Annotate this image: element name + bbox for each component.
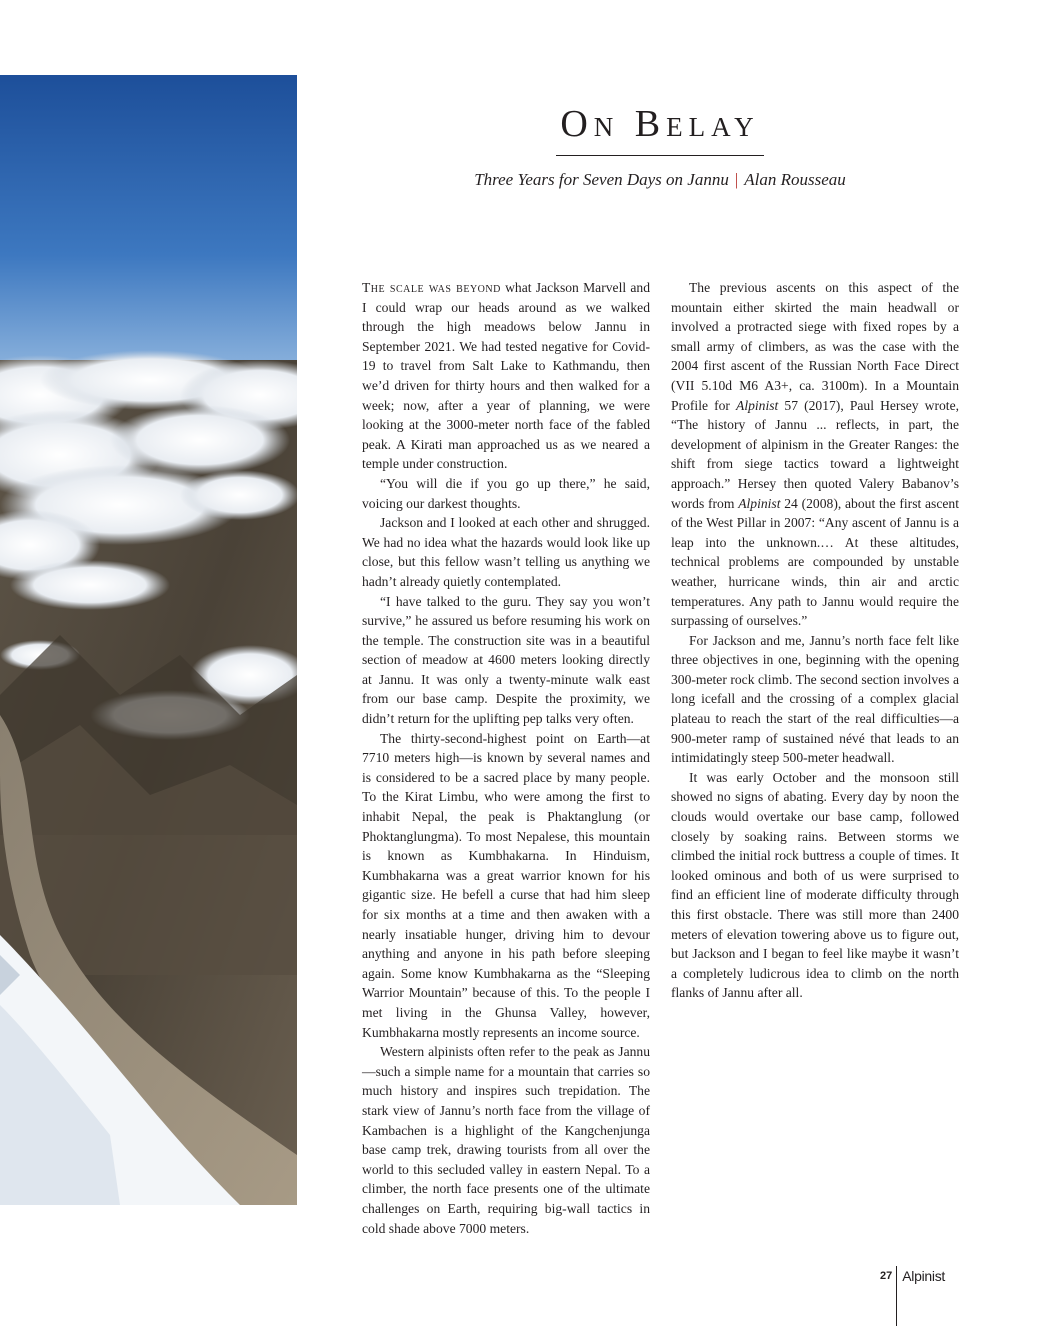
- paragraph-3: Jackson and I looked at each other and shrugged. We had no idea what the hazards would look like up close, but this fellow wasn’t telling us anything we hadn’t already quietly contemplated.: [362, 515, 650, 589]
- aerial-himalaya-image: [0, 75, 297, 1205]
- page-folio: [880, 1226, 945, 1326]
- magazine-name: Alpinist: [902, 1268, 945, 1284]
- paragraph-8: For Jackson and me, Jannu’s north face felt like three objectives in one, beginning with the opening 300-meter rock climb. The second section involves a long icefall and the crossing of a complex glacial plateau to reach the start of the real difficulties—a 900-meter ramp of sustained névé that leads to an intimidatingly steep 500-meter headwall.: [671, 632, 959, 766]
- article-subtitle: [360, 170, 960, 190]
- text-column-right: [671, 278, 959, 1003]
- text-column-left: [362, 278, 650, 1238]
- author-name: Alan Rousseau: [744, 170, 846, 189]
- section-title: On Belay: [560, 103, 760, 145]
- magazine-ref: Alpinist: [738, 495, 781, 511]
- article-title: Three Years for Seven Days on Jannu: [474, 170, 729, 189]
- page-number: 27: [880, 1270, 893, 1282]
- mountain-photo: [0, 75, 297, 1205]
- lead-in: The scale was beyond: [362, 280, 501, 295]
- paragraph-2: “You will die if you go up there,” he said, voicing our darkest thoughts.: [362, 475, 650, 511]
- paragraph-9: It was early October and the monsoon still showed no signs of abating. Every day by noon the clouds would overtake our base camp, followed closely by soaking rains. Between storms we climbed the initial rock buttress a couple of times. It looked ominous and both of us were surprised to find an efficient line of moderate difficulty through this first obstacle. There was still more than 2400 meters of elevation towering above us to figure out, but Jackson and I began to feel like maybe it wasn’t a completely ludicrous idea to climb on the north flanks of Jannu after all.: [671, 769, 959, 1001]
- paragraph-5: The thirty-second-highest point on Earth—at 7710 meters high—is known by several names and is considered to be a sacred place by many people. To the Kirat Limbu, who were among the first to inhabit Nepal, the peak is Phaktanglung (or Phoktanglungma). To most Nepalese, this mountain is known as Kumbhakarna. In Hinduism, Kumbhakarna was a great warrior known for his gigantic size. He befell a curse that had him sleep for six months at a time and then awaken with a nearly insatiable hunger, driving him to devour anything and anyone in his path before sleeping again. Some know Kumbhakarna as the “Sleeping Warrior Mountain” because of this. To the people I met living in the Ghunsa Valley, however, Kumbhakarna mostly represents an income source.: [362, 730, 650, 1040]
- paragraph-1: The scale was beyond what Jackson Marvell and I could wrap our heads around as we walked through the high meadows below Jannu in September 2021. We had tested negative for Covid-19 to travel from Salt Lake to Kathmandu, then we’d driven for thirty hours and then walked for a week; now, after a year of planning, we were looking at the 3000-meter north face of the fabled peak. A Kirati man approached us as we neared a temple under construction.: [362, 280, 651, 472]
- paragraph-4: “I have talked to the guru. They say you won’t survive,” he assured us before resuming his work on the temple. The construction site was in a beautiful section of meadow at 4600 meters looking directly at Jannu. It was only a twenty-minute walk east from our base camp. Despite the proximity, we didn’t return for the uplifting pep talks very often.: [362, 593, 650, 727]
- paragraph-7: The previous ascents on this aspect of the mountain either skirted the main headwall or involved a protracted siege with fixed ropes by a small army of climbers, as was the case with the 2004 first ascent of the Russian North Face Direct (VII 5.10d M6 A3+, ca. 3100m). In a Mountain Profile for Alpinist 57 (2017), Paul Hersey wrote, “The history of Jannu ... reflects, in part, the development of alpinism in the Greater Ranges: the shift from siege tactics toward a lightweight approach.” Hersey then quoted Valery Babanov’s words from Alpinist 24 (2008), about the first ascent of the West Pillar in 2007: “Any ascent of Jannu is a leap into the unknown.… At these altitudes, technical problems are compounded by unstable weather, hurricane winds, thin air and arctic temperatures. Any path to Jannu would require the surpassing of ourselves.”: [671, 280, 959, 629]
- paragraph-6: Western alpinists often refer to the peak as Jannu—such a simple name for a mountain that carries so much history and inspires such trepidation. The stark view of Jannu’s north face from the village of Kambachen is a highlight of the Kangchenjunga base camp trek, drawing tourists from all over the world to this secluded valley in eastern Nepal. To a climber, the north face presents one of the ultimate challenges on Earth, requiring big-wall tactics in cold shade above 7000 meters.: [362, 1044, 650, 1236]
- title-rule: [556, 155, 764, 156]
- folio-divider: [896, 1266, 897, 1326]
- magazine-ref: Alpinist: [736, 397, 779, 413]
- title-separator: |: [734, 170, 739, 189]
